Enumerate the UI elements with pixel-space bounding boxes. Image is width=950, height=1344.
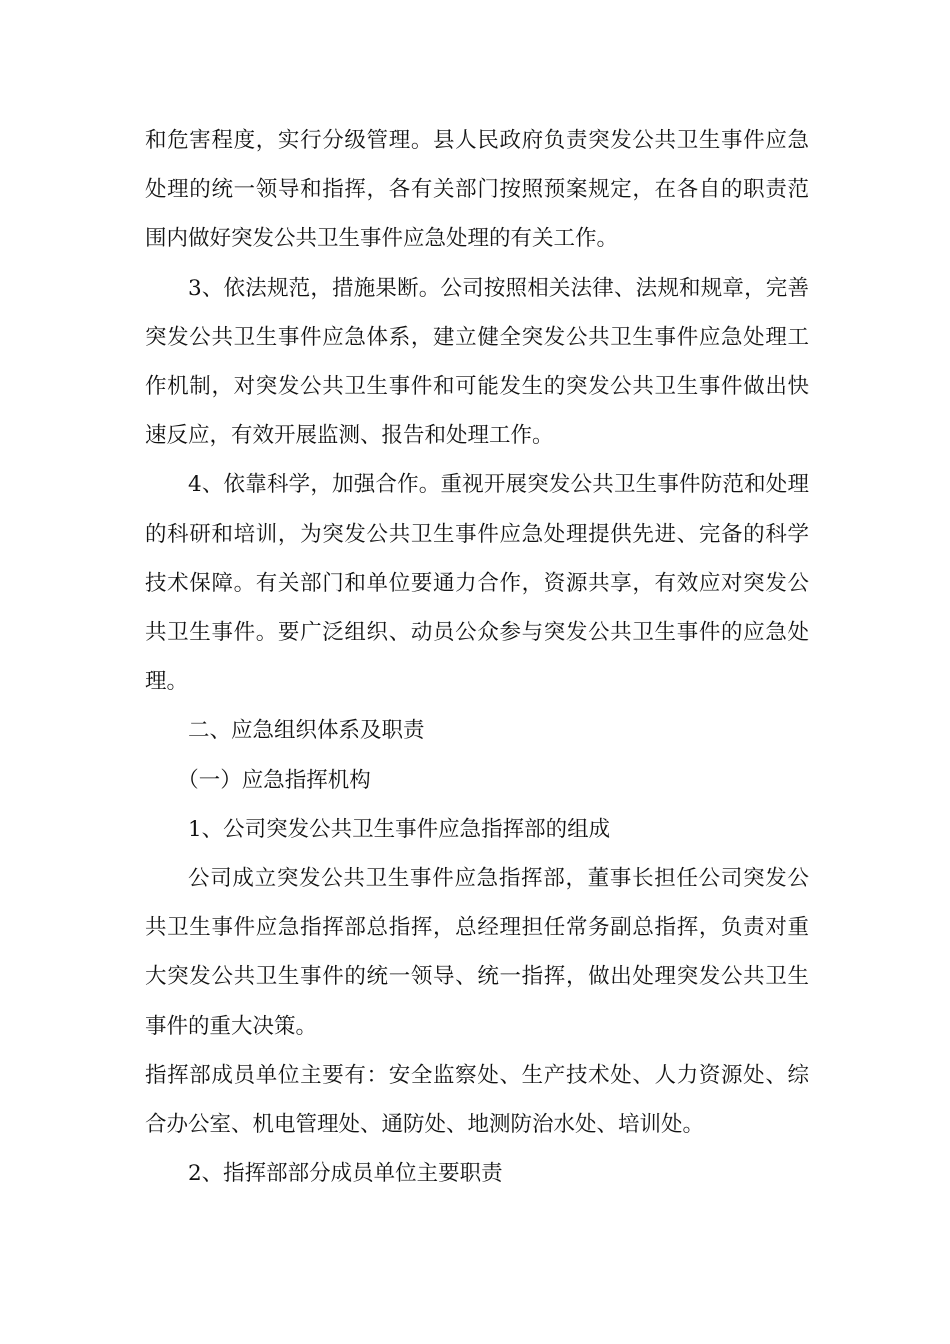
item-heading-composition: 1、公司突发公共卫生事件应急指挥部的组成	[188, 816, 611, 842]
subsection-heading-command: （一）应急指挥机构	[177, 767, 371, 793]
paragraph-member-units: 指挥部成员单位主要有：安全监察处、生产技术处、人力资源处、综合办公室、机电管理处、通防处、地测防治水处、培训处。	[145, 1062, 809, 1138]
paragraph-principle-4: 4、依靠科学，加强合作。重视开展突发公共卫生事件防范和处理的科研和培训，为突发公共卫生事件应急处理提供先进、完备的科学技术保障。有关部门和单位要通力合作，资源共享，有效应对突发公共卫生事件。要广泛组织、动员公众参与突发公共卫生事件的应急处理。	[145, 472, 809, 695]
paragraph-command-composition: 公司成立突发公共卫生事件应急指挥部，董事长担任公司突发公共卫生事件应急指挥部总指挥，总经理担任常务副总指挥，负责对重大突发公共卫生事件的统一领导、统一指挥，做出处理突发公共卫生事件的重大决策。	[145, 866, 809, 1039]
section-heading-organization: 二、应急组织体系及职责	[188, 718, 425, 744]
item-heading-duties: 2、指挥部部分成员单位主要职责	[188, 1161, 503, 1187]
paragraph-continuation: 和危害程度，实行分级管理。县人民政府负责突发公共卫生事件应急处理的统一领导和指挥，各有关部门按照预案规定，在各自的职责范围内做好突发公共卫生事件应急处理的有关工作。	[145, 128, 809, 252]
paragraph-principle-3: 3、依法规范，措施果断。公司按照相关法律、法规和规章，完善突发公共卫生事件应急体系，建立健全突发公共卫生事件应急处理工作机制，对突发公共卫生事件和可能发生的突发公共卫生事件做出快速反应，有效开展监测、报告和处理工作。	[145, 275, 809, 449]
document-body	[145, 116, 809, 1198]
